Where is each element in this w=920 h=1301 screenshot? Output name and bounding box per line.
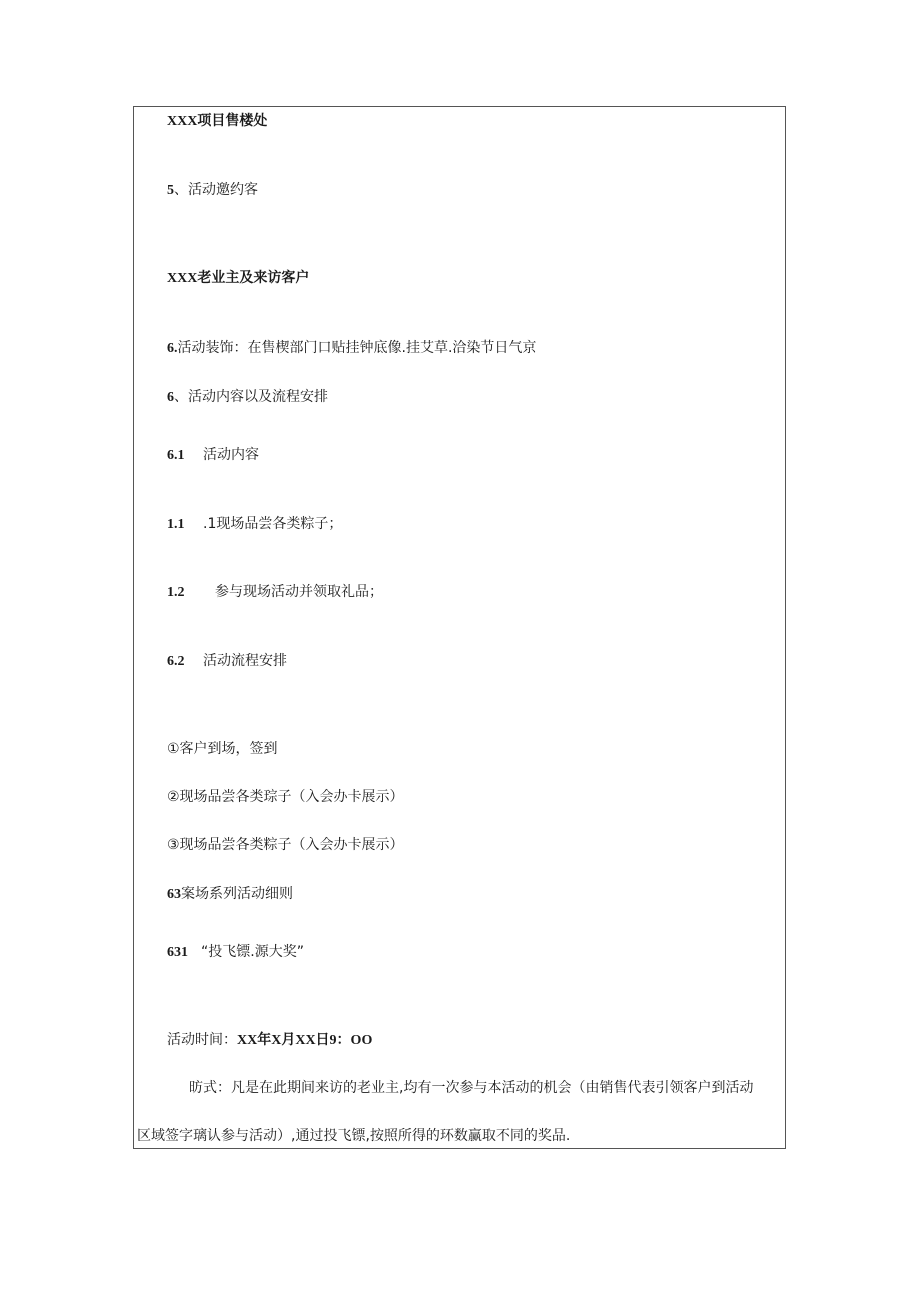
section-number: 631 — [167, 945, 188, 960]
section-number: 6.2 — [167, 654, 185, 669]
invitees-label: XXX老业主及来访客户 — [167, 271, 310, 286]
section-number: 5 — [167, 183, 174, 198]
item-1-1 — [167, 515, 342, 534]
item-number: 1.2 — [167, 585, 185, 600]
flow-step-3 — [167, 836, 404, 854]
location-text: XXX项目售楼处 — [167, 114, 268, 129]
flow-step-text: ②现场品尝各类琮子（入会办卡展示） — [167, 789, 404, 805]
rules-paragraph — [137, 1079, 782, 1145]
section-number: 63 — [167, 887, 181, 902]
rules-line-2: 区域签字璃认参与活动）,通过投飞镖,按照所得的环数赢取不同的奖品. — [137, 1128, 571, 1144]
section-6-2-heading — [167, 652, 287, 671]
section-title: 案场系列活动细则 — [181, 886, 293, 902]
section-5-heading — [167, 181, 258, 200]
decoration-text: 活动装饰：在售楔部门口贴挂钟底像.挂艾草.洽染节日气京 — [177, 340, 537, 356]
section-6-3-1-heading — [167, 943, 304, 962]
document-frame — [133, 106, 786, 1149]
section-number: 6.1 — [167, 448, 185, 463]
activity-time — [167, 1031, 372, 1050]
decoration-line — [167, 339, 536, 358]
flow-step-1 — [167, 740, 278, 758]
rules-line-1: 昉式：凡是在此期间来访的老业主,均有一次参与本活动的机会（由销售代表引领客户到活动 — [189, 1080, 754, 1096]
item-text: .1现场品尝各类粽子； — [203, 516, 343, 532]
section-6-1-heading — [167, 446, 259, 465]
flow-step-text: ①客户到场，签到 — [167, 741, 278, 757]
activity-time-label: 活动时间： — [167, 1032, 237, 1048]
activity-time-value: XX年X月XX日9：OO — [237, 1033, 373, 1048]
section-6-heading — [167, 388, 328, 407]
section-number: 6 — [167, 390, 174, 405]
flow-step-text: ③现场品尝各类粽子（入会办卡展示） — [167, 837, 404, 853]
invitees-text — [167, 269, 309, 288]
section-6-3-heading — [167, 885, 293, 904]
item-1-2 — [167, 583, 383, 602]
section-number: 6. — [167, 341, 178, 356]
item-number: 1.1 — [167, 517, 185, 532]
section-title: “投飞镖.源大奖” — [201, 944, 304, 960]
heading-location — [167, 112, 267, 131]
section-title: 、活动内容以及流程安排 — [174, 389, 328, 405]
item-text: 参与现场活动并领取礼品； — [215, 584, 383, 600]
section-title: 、活动邀约客 — [174, 182, 258, 198]
section-title: 活动流程安排 — [203, 653, 287, 669]
flow-step-2 — [167, 788, 404, 806]
section-title: 活动内容 — [203, 447, 259, 463]
